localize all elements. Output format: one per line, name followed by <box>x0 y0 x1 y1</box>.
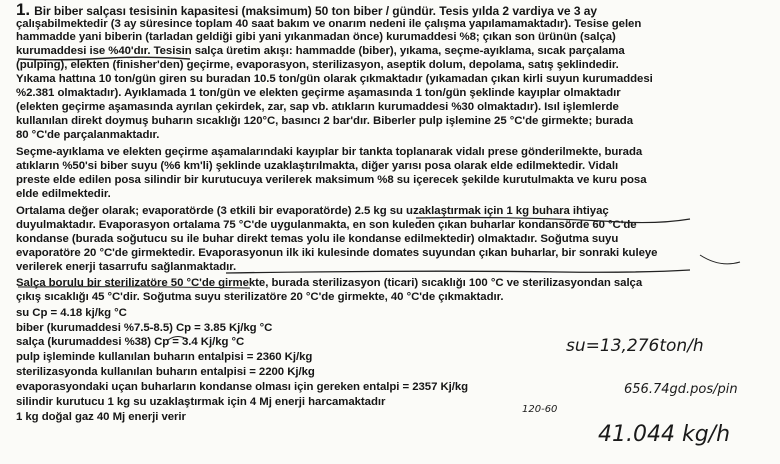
paragraph-line-16: duyulmaktadır. Evaporasyon ortalama 75 °C'de uygulanmakta, en son kuleden çıkan buharlar kondansörde 60 °C'de <box>16 219 637 231</box>
paragraph-line-5: (pulping), elekten (finisher'den) geçirme, evaporasyon, sterilizasyon, aseptik dolum, depolama, satış şeklindedir. <box>16 59 619 71</box>
paragraph-line-4: kurumaddesi ise %40'dır. Tesisin salça üretim akışı: hammadde (biber), yıkama, seçme-ayıklama, sıcak parçalama <box>16 45 625 57</box>
constant-evaporation-enthalpy: evaporasyondaki uçan buharların kondanse olması için gereken entalpi = 2357 Kj/kg <box>16 381 469 393</box>
constant-sterilization-steam: sterilizasyonda kullanılan buharın entalpisi = 2200 Kj/kg <box>16 366 315 378</box>
paragraph-line-18: evaporatöre 20 °C'de girmektedir. Evaporasyonun ilk iki kulesinde domates suyundan çıkan buharlar, bir sonraki kuleye <box>16 247 658 259</box>
paragraph-line-20: Salça borulu bir sterilizatöre 50 °C'de girmekte, burada sterilizasyon (ticari) sıcaklığı 100 °C ve sterilizasyondan salça <box>16 277 643 289</box>
paragraph-line-13: preste elde edilen posa silindir bir kurutucuya verilerek maksimum %8 su içerecek şekilde kurutulmakta ve kuru posa <box>16 174 647 186</box>
paragraph-line-12: atıkların %50'si biber suyu (%6 km'li) şeklinde uzaklaştırılmakta, diğer yarısı posa olarak elde edilmektedir. Vidalı <box>16 160 619 172</box>
paragraph-line-17: kondanse (burada soğutucu su ile buhar direkt temas yolu ile kondanse edilmektedir) olmaktadır. Soğutma suyu <box>16 233 619 245</box>
handwritten-note-water: su=13,276ton/h <box>566 336 704 356</box>
underline-dry-matter <box>18 57 190 60</box>
constant-pepper-cp: biber (kurumaddesi %7.5-8.5) Cp = 3.85 Kj/kg °C <box>16 322 273 334</box>
scribble-38 <box>168 337 188 341</box>
underline-evaporation <box>416 218 690 223</box>
paragraph-line-3: hammadde yani biberin (tarladan geldiği gibi yani yıkanmadan önce) kurumaddesi %8; çıkan son ürünün (salça) <box>16 31 616 43</box>
handwritten-note-temp: 120-60 <box>522 404 558 415</box>
constant-natural-gas: 1 kg doğal gaz 40 Mj enerji verir <box>16 411 186 423</box>
line-text: Bir biber salçası tesisinin kapasitesi (maksimum) 50 ton biber / gündür. Tesis yılda 2 vardiya ve 3 ay <box>34 4 597 18</box>
handwritten-note-pulp: 656.74gd.pos/pin <box>624 382 738 397</box>
underline-paste-start <box>18 287 250 288</box>
paragraph-line-14: elde edilmektedir. <box>16 188 111 200</box>
problem-number: 1. <box>16 0 31 19</box>
constant-water-cp: su Cp = 4.18 kj/kg °C <box>16 307 127 319</box>
constant-dryer-energy: silindir kurutucu 1 kg su uzaklaştırmak için 4 Mj enerji harcamaktadır <box>16 396 386 408</box>
paragraph-line-10: 80 °C'de parçalanmaktadır. <box>16 129 160 141</box>
underline-energy-saving <box>226 270 690 273</box>
constant-pulp-steam: pulp işleminde kullanılan buharın entalpisi = 2360 Kj/kg <box>16 351 313 363</box>
paragraph-line-11: Seçme-ayıklama ve elekten geçirme aşamalarındaki kayıplar bir tankta toplanarak vidalı prese gönderilmekte, burada <box>16 146 643 158</box>
scribble-margin <box>700 255 740 264</box>
constant-paste-cp: salça (kurumaddesi %38) Cp = 3.4 Kj/kg °C <box>16 336 245 348</box>
paragraph-line-2: çalışabilmektedir (3 ay süresince toplam 40 saat bakım ve onarım nedeni ile çalışma yapılamamaktadır). Tesise gelen <box>16 18 642 30</box>
paragraph-line-9: kullanılan direkt doymuş buharın sıcaklığı 120°C, basıncı 2 bar'dır. Biberler pulp işlemine 25 °C'de girmekte; burada <box>16 115 634 127</box>
handwritten-note-rate: 41.044 kg/h <box>598 422 731 447</box>
paragraph-line-19: verilerek enerji tasarrufu sağlanmaktadır. <box>16 261 237 273</box>
paragraph-line-15: Ortalama değer olarak; evaporatörde (3 etkili bir evaporatörde) 2.5 kg su uzaklaştırmak için 1 kg buhara ihtiyaç <box>16 205 609 217</box>
paragraph-line-6: Yıkama hattına 10 ton/gün giren su buradan 10.5 ton/gün olarak çıkmaktadır (yıkamadan çıkan kirli suyun kurumaddesi <box>16 73 653 85</box>
paragraph-line-8: (elekten geçirme aşamasında ayrılan çekirdek, zar, sap vb. atıkların kurumaddesi %30 olmaktadır). Isıl işlemlerde <box>16 101 619 113</box>
paragraph-line-21: çıkış sıcaklığı 45 °C'dir. Soğutma suyu sterilizatöre 20 °C'de girmekte, 40 °C'de çıkmaktadır. <box>16 291 504 303</box>
paragraph-line-7: %2.381 olmaktadır). Ayıklamada 1 ton/gün ve elekten geçirme aşamasında 1 ton/gün şeklinde kayıplar olmaktadır <box>16 87 621 99</box>
